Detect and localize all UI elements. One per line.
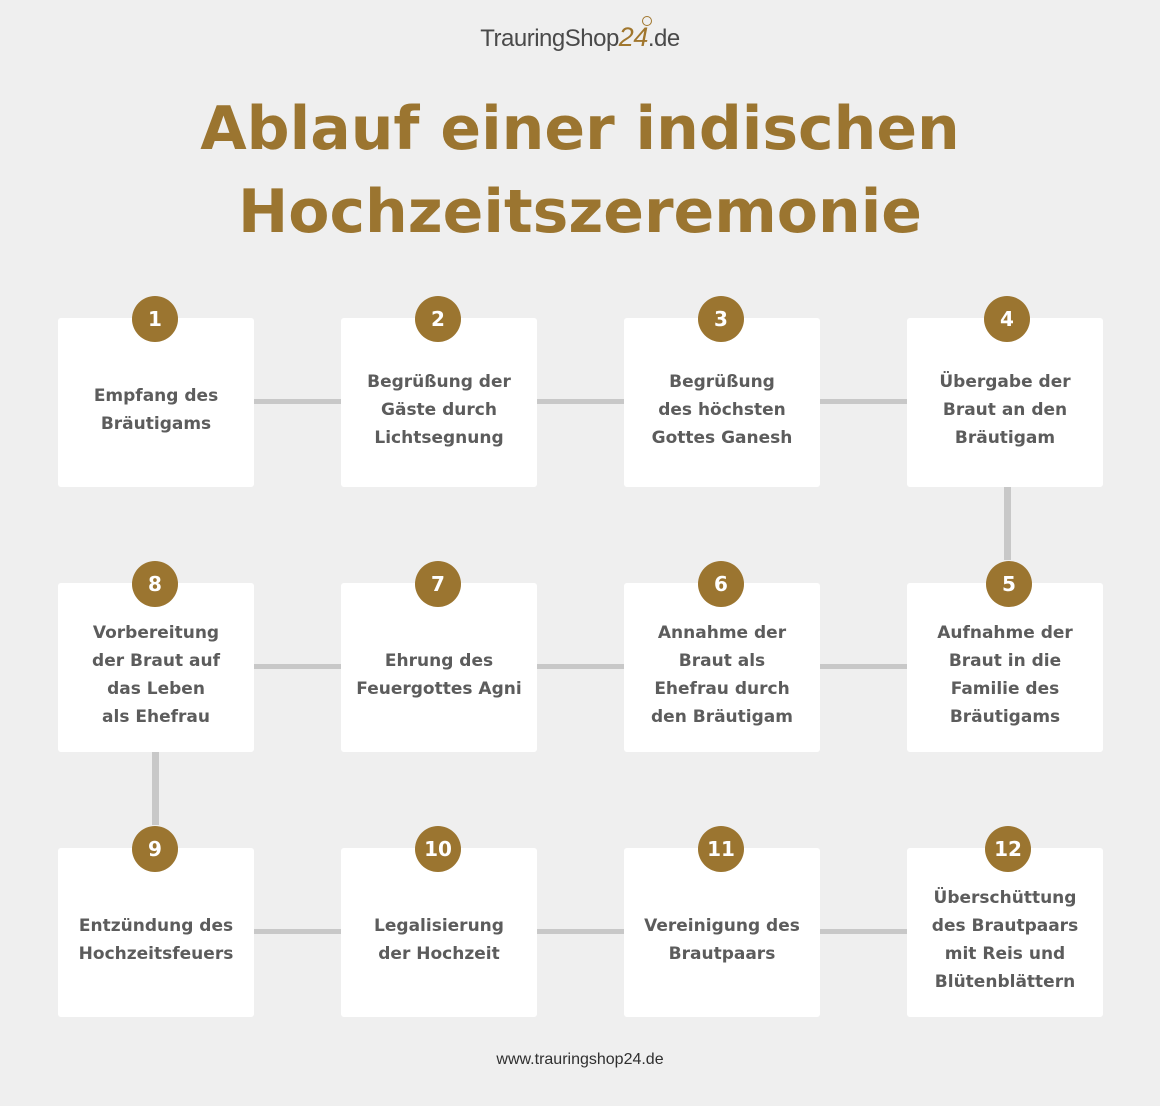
logo-brand: TrauringShop [480, 25, 619, 52]
step-number-badge: 1 [132, 296, 178, 342]
step-card-1 [58, 318, 254, 487]
connector-11-12 [819, 929, 908, 934]
step-number-badge: 11 [698, 826, 744, 872]
step-number-badge: 5 [986, 561, 1032, 607]
step-number-badge: 12 [985, 826, 1031, 872]
step-text: Aufnahme der Braut in die Familie des Bräutigams [937, 622, 1073, 727]
step-card-12 [907, 848, 1103, 1017]
step-text: Begrüßung des höchsten Gottes Ganesh [651, 371, 793, 448]
step-number-badge: 10 [415, 826, 461, 872]
step-card-6 [624, 583, 820, 752]
title-line-1: Ablauf einer indischen [200, 94, 960, 164]
step-card-4 [907, 318, 1103, 487]
brand-logo [0, 22, 1160, 53]
step-card-9 [58, 848, 254, 1017]
step-number-badge: 8 [132, 561, 178, 607]
connector-2-3 [536, 399, 625, 404]
step-card-10 [341, 848, 537, 1017]
connector-3-4 [819, 399, 908, 404]
title-line-2: Hochzeitszeremonie [238, 177, 922, 247]
step-text: Vereinigung des Brautpaars [644, 915, 800, 964]
step-text: Begrüßung der Gäste durch Lichtsegnung [367, 371, 511, 448]
step-number-badge: 3 [698, 296, 744, 342]
logo-number [619, 22, 648, 52]
connector-10-11 [536, 929, 625, 934]
connector-6-7 [536, 664, 625, 669]
step-number-badge: 2 [415, 296, 461, 342]
step-number-badge: 7 [415, 561, 461, 607]
step-text: Legalisierung der Hochzeit [374, 915, 504, 964]
footer-url: www.trauringshop24.de [496, 1051, 664, 1068]
step-card-3 [624, 318, 820, 487]
step-text: Entzündung des Hochzeitsfeuers [78, 915, 234, 964]
step-card-7 [341, 583, 537, 752]
step-text: Ehrung des Feuergottes Agni [356, 650, 522, 699]
step-card-11 [624, 848, 820, 1017]
page-title [0, 88, 1160, 254]
connector-8-9 [152, 751, 159, 825]
step-card-5 [907, 583, 1103, 752]
step-card-2 [341, 318, 537, 487]
step-number-badge: 6 [698, 561, 744, 607]
step-number-badge: 4 [984, 296, 1030, 342]
logo-number-text: 24 [618, 22, 648, 52]
connector-7-8 [253, 664, 342, 669]
connector-5-6 [819, 664, 908, 669]
step-number-badge: 9 [132, 826, 178, 872]
step-text: Überschüttung des Brautpaars mit Reis und Blütenblättern [931, 887, 1079, 992]
step-text: Vorbereitung der Braut auf das Leben als Ehefrau [92, 622, 220, 727]
step-card-8 [58, 583, 254, 752]
connector-4-5 [1004, 486, 1011, 560]
connector-1-2 [253, 399, 342, 404]
step-text: Annahme der Braut als Ehefrau durch den Bräutigam [651, 622, 793, 727]
step-text: Empfang des Bräutigams [93, 385, 219, 434]
connector-9-10 [253, 929, 342, 934]
ring-icon [642, 16, 652, 26]
logo-tld: .de [647, 25, 680, 52]
step-text: Übergabe der Braut an den Bräutigam [939, 371, 1071, 448]
